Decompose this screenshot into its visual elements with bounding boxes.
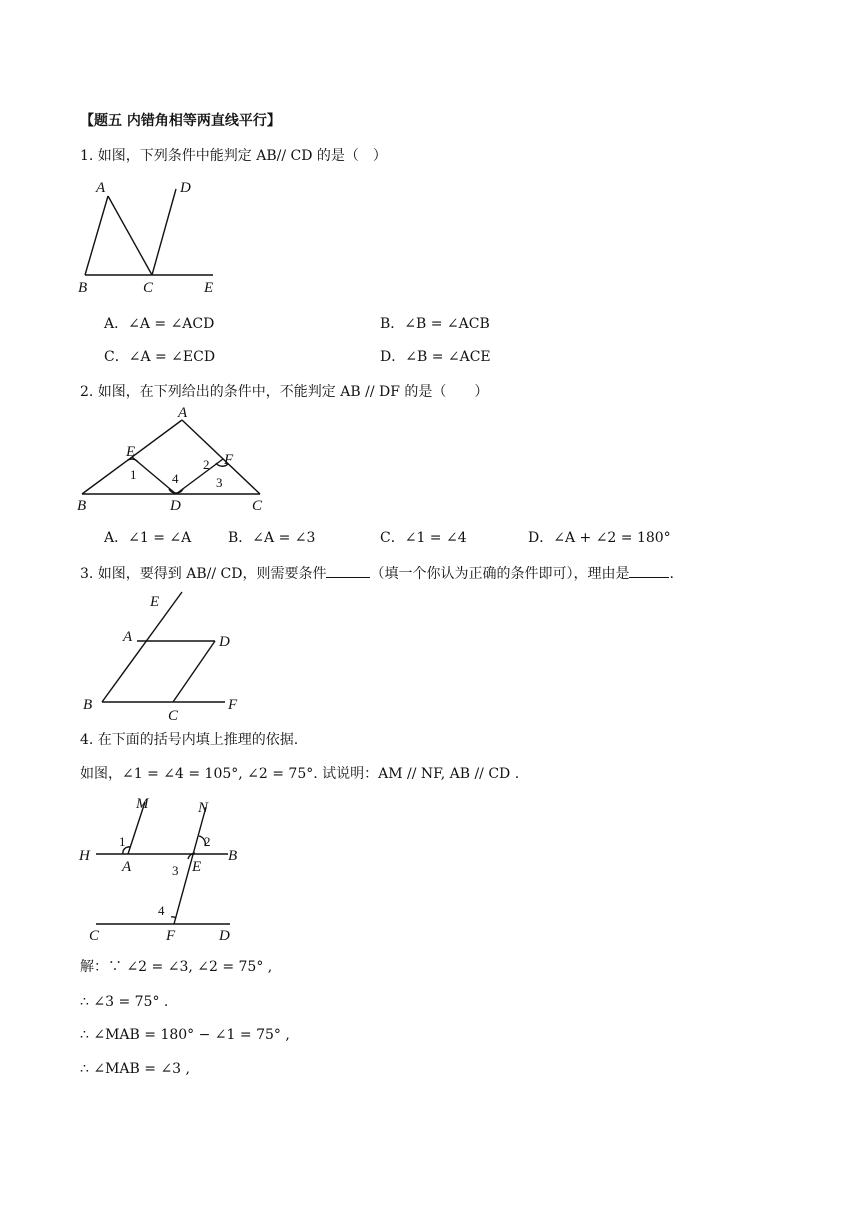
q3-stem-a: 3. 如图，要得到 AB// CD，则需要条件 bbox=[80, 566, 327, 582]
q2-angle-1: 1 bbox=[130, 467, 137, 482]
q4-angle-4: 4 bbox=[158, 903, 165, 918]
q2-label-C: C bbox=[252, 498, 263, 514]
q3-label-F: F bbox=[228, 697, 238, 713]
q2-stem: 2. 如图，在下列给出的条件中，不能判定 AB // DF 的是（ ） bbox=[80, 384, 489, 400]
q4-label-M: M bbox=[136, 796, 149, 812]
q1-figure bbox=[76, 176, 226, 298]
q1-option-a[interactable]: A．∠A = ∠ACD bbox=[104, 316, 215, 332]
q3-stem bbox=[80, 563, 674, 584]
q3-blank-condition[interactable] bbox=[326, 563, 370, 578]
q1-stem: 1. 如图，下列条件中能判定 AB// CD 的是（ ） bbox=[80, 148, 387, 164]
q4-solution-line-4: ∴ ∠MAB = ∠3 , bbox=[80, 1061, 190, 1077]
q2-label-B: B bbox=[77, 498, 87, 514]
q3-blank-reason[interactable] bbox=[629, 563, 669, 578]
q2-angle-4: 4 bbox=[172, 471, 179, 486]
q1-label-D: D bbox=[180, 180, 191, 196]
q1-option-d[interactable]: D．∠B = ∠ACE bbox=[380, 349, 491, 365]
q4-angle-1: 1 bbox=[119, 834, 126, 849]
q3-stem-b: （填一个你认为正确的条件即可），理由是 bbox=[370, 566, 630, 582]
q4-figure bbox=[76, 794, 256, 944]
q4-label-N: N bbox=[198, 800, 209, 816]
q3-label-D: D bbox=[219, 634, 230, 650]
q1-option-c[interactable]: C．∠A = ∠ECD bbox=[104, 349, 216, 365]
q2-option-b[interactable]: B．∠A = ∠3 bbox=[228, 530, 316, 546]
q4-label-C: C bbox=[89, 928, 100, 944]
q4-label-H: H bbox=[79, 848, 90, 864]
q4-label-D: D bbox=[219, 928, 230, 944]
q1-label-A: A bbox=[96, 180, 106, 196]
q4-solution-line-1: 解：∵ ∠2 = ∠3, ∠2 = 75° , bbox=[80, 959, 273, 975]
q4-angle-2: 2 bbox=[204, 834, 211, 849]
q4-label-F: F bbox=[166, 928, 176, 944]
q2-option-d[interactable]: D．∠A + ∠2 = 180° bbox=[528, 530, 671, 546]
q3-label-C: C bbox=[168, 708, 179, 724]
q3-stem-end: . bbox=[669, 566, 674, 582]
q2-label-A: A bbox=[178, 405, 188, 421]
q3-label-E: E bbox=[150, 594, 160, 610]
q2-angle-2: 2 bbox=[203, 457, 210, 472]
q2-option-a[interactable]: A．∠1 = ∠A bbox=[104, 530, 192, 546]
q2-label-D: D bbox=[170, 498, 181, 514]
q2-label-F: F bbox=[224, 452, 234, 468]
q4-label-B: B bbox=[228, 848, 238, 864]
q1-option-b[interactable]: B．∠B = ∠ACB bbox=[380, 316, 490, 332]
q2-angle-3: 3 bbox=[216, 475, 223, 490]
q4-label-A: A bbox=[122, 859, 132, 875]
q3-figure bbox=[80, 590, 250, 724]
section-title: 【题五 内错角相等两直线平行】 bbox=[80, 113, 281, 129]
q2-option-c[interactable]: C．∠1 = ∠4 bbox=[380, 530, 467, 546]
q4-angle-3: 3 bbox=[172, 863, 179, 878]
q2-label-E: E bbox=[126, 444, 136, 460]
q3-label-A: A bbox=[123, 629, 133, 645]
q2-figure bbox=[76, 405, 276, 516]
q4-label-E: E bbox=[192, 859, 202, 875]
q1-label-B: B bbox=[78, 280, 88, 296]
q4-solution-line-2: ∴ ∠3 = 75° . bbox=[80, 994, 169, 1010]
q4-solution-line-3: ∴ ∠MAB = 180° − ∠1 = 75° , bbox=[80, 1027, 290, 1043]
q4-stem: 4. 在下面的括号内填上推理的依据. bbox=[80, 732, 299, 748]
q3-label-B: B bbox=[83, 697, 93, 713]
q1-label-E: E bbox=[204, 280, 214, 296]
q4-given: 如图，∠1 = ∠4 = 105°, ∠2 = 75°. 试说明：AM // NF, AB // CD . bbox=[80, 766, 520, 782]
q1-label-C: C bbox=[143, 280, 154, 296]
